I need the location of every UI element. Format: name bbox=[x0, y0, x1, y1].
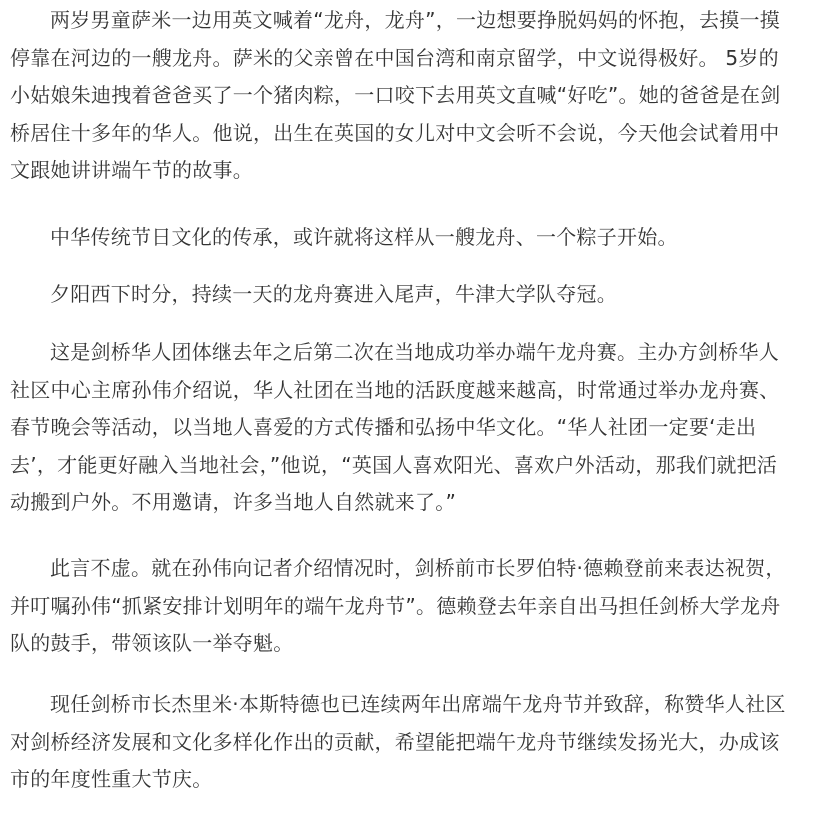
paragraph-3: 夕阳西下时分，持续一天的龙舟赛进入尾声，牛津大学队夺冠。 bbox=[50, 282, 617, 306]
paragraph-6: 现任剑桥市长杰里米·本斯特德也已连续两年出席端午龙舟节并致辞，称赞华人社区对剑桥经济发展和文化多样化作出的贡献，希望能把端午龙舟节继续发扬光大，办成该市的年度性重大节庆。 bbox=[10, 692, 786, 791]
paragraph-2: 中华传统节日文化的传承，或许就将这样从一艘龙舟、一个粽子开始。 bbox=[50, 225, 678, 249]
paragraph-5: 此言不虚。就在孙伟向记者介绍情况时，剑桥前市长罗伯特·德赖登前来表达祝贺，并叮嘱孙伟“抓紧安排计划明年的端午龙舟节”。德赖登去年亲自出马担任剑桥大学龙舟队的鼓手，带领该队一举夺魁。 bbox=[10, 556, 786, 655]
paragraph-1: 两岁男童萨米一边用英文喊着“龙舟，龙舟”，一边想要挣脱妈妈的怀抱，去摸一摸停靠在河边的一艘龙舟。萨米的父亲曾在中国台湾和南京留学，中文说得极好。 5岁的小姑娘朱迪拽着爸爸买了一个猪肉粽，一口咬下去用英文直喊“好吃”。她的爸爸是在剑桥居住十多年的华人。他说，出生在英国的女儿对中文会听不会说，今天他会试着用中文跟她讲讲端午节的故事。 bbox=[10, 8, 781, 182]
paragraph-4: 这是剑桥华人团体继去年之后第二次在当地成功举办端午龙舟赛。主办方剑桥华人社区中心主席孙伟介绍说，华人社团在当地的活跃度越来越高，时常通过举办龙舟赛、春节晚会等活动，以当地人喜爱的方式传播和弘扬中华文化。“华人社团一定要‘走出去’，才能更好融入当地社会，”他说，“英国人喜欢阳光、喜欢户外活动，那我们就把活动搬到户外。不用邀请，许多当地人自然就来了。” bbox=[10, 340, 780, 514]
